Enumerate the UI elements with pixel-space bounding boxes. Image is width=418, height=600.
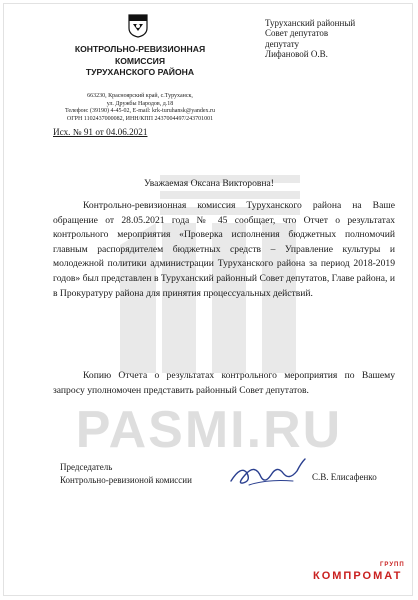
recipient-line-4: Лифановой О.В.: [265, 48, 328, 59]
organization-name: [40, 44, 240, 79]
coat-of-arms-icon: [128, 14, 148, 38]
ogrn-line: ОГРН 1102437000082, ИНН/КПП 2437004497/243701001: [66, 115, 214, 122]
recipient-line-1: Туруханский районный: [265, 18, 356, 28]
signatory-title-line-2: Контрольно-ревизионой комиссии: [60, 475, 192, 485]
org-line-2: КОМИССИЯ: [114, 55, 166, 66]
org-line-1: КОНТРОЛЬНО-РЕВИЗИОННАЯ: [74, 44, 206, 54]
paragraph-2: Копию Отчета о результатах контрольного мероприятия по Вашему запросу уполномочен представить районный Совет депутатов.: [53, 370, 395, 396]
signatory-name: С.В. Елисафенко: [312, 472, 377, 482]
brand-group-label: ГРУПП: [380, 562, 405, 568]
recipient-line-3: депутату: [265, 38, 300, 49]
watermark-text: PASMI.RU: [75, 401, 343, 459]
recipient-line-2: Совет депутатов: [265, 28, 329, 39]
organization-address: [40, 93, 240, 123]
address-line-1: 663230, Красноярский край, с.Туруханск,: [87, 93, 193, 99]
outgoing-reference: Исх. № 91 от 04.06.2021: [53, 127, 148, 137]
address-line-2: ул. Дружбы Народов, д.18: [106, 100, 174, 107]
salutation: Уважаемая Оксана Викторовна!: [143, 178, 274, 189]
phone-line: Телефон: (39190) 4-45-02, E-mail: krk-turuhansk@yandex.ru: [64, 108, 216, 115]
brand-logo-text: КОМПРОМАТ: [313, 570, 403, 582]
org-line-3: ТУРУХАНСКОГО РАЙОНА: [85, 67, 195, 77]
signatory-title-line-1: Председатель: [60, 462, 113, 472]
paragraph-1: Контрольно-ревизионная комиссия Туруханского района на Ваше обращение от 28.05.2021 года № 45 сообщает, что Отчет о результатах контрольного мероприятия «Проверка исполнения бюджетных полномочий главным распорядителем бюджетных средств – Управление культуры и молодежной политики администрации Туруханского района за период 2018-2019 годов» был представлен в Туруханский районный Совет депутатов, Главе района, и в Прокуратуру района для принятия процессуальных действий.: [53, 200, 395, 299]
handwritten-signature: [227, 451, 307, 491]
signatory-title: [60, 461, 192, 487]
recipient-block: [265, 18, 415, 59]
